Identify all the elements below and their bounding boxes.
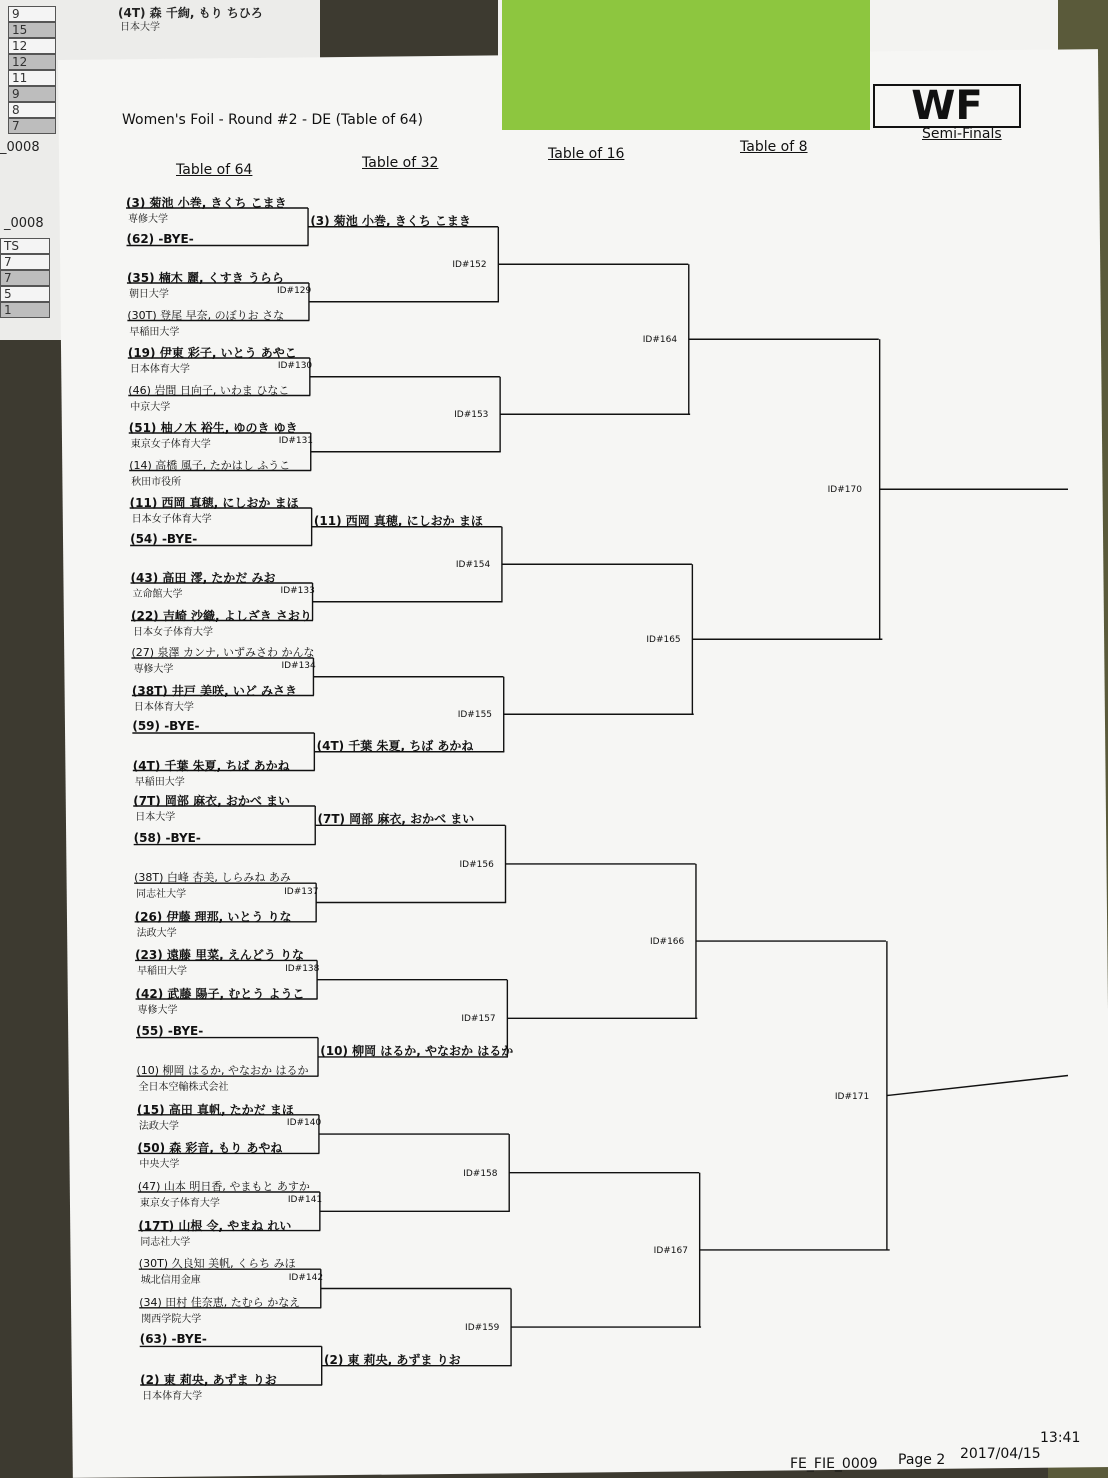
entry-club: 専修大学 bbox=[137, 1005, 178, 1016]
col-table-32: Table of 32 bbox=[362, 155, 439, 171]
entry-name: (27) 泉澤 カンナ, いずみさわ かんな bbox=[131, 646, 315, 659]
entry-name: (58) -BYE- bbox=[133, 830, 201, 845]
match-id: ID#133 bbox=[280, 585, 315, 596]
entry-name: (17T) 山根 令, やまね れい bbox=[138, 1218, 292, 1233]
entry-name: (63) -BYE- bbox=[139, 1332, 207, 1347]
entry-club: 早稲田大学 bbox=[137, 966, 188, 978]
semi-finals-label: Semi-Finals bbox=[922, 126, 1002, 142]
back-row: 8 bbox=[8, 102, 56, 118]
back-ts-row: 7 bbox=[0, 254, 50, 270]
advanced-name: (10) 柳岡 はるか, やなおか はるか bbox=[320, 1043, 514, 1058]
entry-club: 専修大学 bbox=[128, 214, 169, 225]
entry-name: (4T) 千葉 朱夏, ちば あかね bbox=[132, 758, 290, 773]
entry-club: 全日本空輸株式会社 bbox=[138, 1082, 229, 1094]
entry-club: 日本女子体育大学 bbox=[131, 514, 212, 525]
back-row: 11 bbox=[8, 70, 56, 86]
entry-club: 東京女子体育大学 bbox=[130, 439, 211, 450]
entry-name: (59) -BYE- bbox=[132, 719, 200, 733]
entry-name: (10) 柳岡 はるか, やなおか はるか bbox=[136, 1064, 309, 1078]
footer-code: FE_FIE_0009 bbox=[790, 1456, 878, 1472]
entry-club: 日本女子体育大学 bbox=[132, 626, 213, 638]
entry-name: (38T) 白峰 杏美, しらみね あみ bbox=[134, 871, 291, 885]
entry-club: 日本体育大学 bbox=[133, 701, 194, 713]
entry-club: 城北信用金庫 bbox=[140, 1275, 201, 1287]
advanced-name: (2) 東 莉央, あずま りお bbox=[323, 1352, 461, 1367]
back-ts-header: TS bbox=[0, 238, 50, 254]
entry-club: 早稲田大学 bbox=[129, 326, 180, 338]
entry-name: (26) 伊藤 理那, いとう りな bbox=[134, 909, 292, 924]
advanced-name: (4T) 千葉 朱夏, ちば あかね bbox=[316, 738, 474, 753]
entry-club: 日本体育大学 bbox=[142, 1391, 203, 1402]
entry-club: 中央大学 bbox=[139, 1159, 180, 1171]
entry-club: 秋田市役所 bbox=[131, 476, 182, 488]
entry-name: (30T) 久良知 美帆, くらち みほ bbox=[138, 1257, 296, 1271]
entry-club: 同志社大学 bbox=[136, 889, 187, 901]
col-table-64: Table of 64 bbox=[176, 162, 253, 178]
entry-club: 日本大学 bbox=[135, 812, 176, 823]
entry-name: (62) -BYE- bbox=[126, 231, 194, 246]
match-id: ID#141 bbox=[287, 1195, 323, 1206]
entry-name: (43) 高田 澪, たかだ みお bbox=[130, 571, 276, 585]
entry-name: (23) 遠藤 里菜, えんどう りな bbox=[135, 948, 305, 963]
back-row: 7 bbox=[8, 118, 56, 134]
back-row: 12 bbox=[8, 54, 56, 70]
match-id: ID#142 bbox=[288, 1272, 324, 1283]
match-id: ID#155 bbox=[457, 710, 493, 721]
entry-club: 早稲田大学 bbox=[134, 776, 185, 788]
entry-name: (22) 吉崎 沙織, よしざき さおり bbox=[130, 608, 312, 623]
match-id: ID#138 bbox=[285, 963, 320, 974]
back-row: 9 bbox=[8, 86, 56, 102]
match-id: ID#171 bbox=[834, 1091, 870, 1102]
entry-name: (42) 武藤 陽子, むとう ようこ bbox=[135, 987, 305, 1001]
entry-name: (11) 西岡 真穂, にしおか まほ bbox=[129, 496, 299, 510]
match-id: ID#134 bbox=[281, 660, 316, 671]
back-row: 9 bbox=[8, 6, 56, 22]
match-id: ID#170 bbox=[827, 485, 862, 496]
entry-club: 関西学院大学 bbox=[141, 1313, 202, 1325]
entry-club: 東京女子体育大学 bbox=[139, 1198, 220, 1209]
advanced-name: (7T) 岡部 麻衣, おかべ まい bbox=[317, 812, 475, 827]
back-ts-row: 5 bbox=[0, 286, 50, 302]
back-top-club: 日本大学 bbox=[120, 22, 160, 33]
match-id: ID#156 bbox=[459, 859, 494, 870]
entry-name: (19) 伊東 彩子, いとう あやこ bbox=[127, 346, 297, 360]
entry-name: (54) -BYE- bbox=[130, 531, 198, 546]
footer-date: 2017/04/15 bbox=[960, 1446, 1041, 1462]
back-ts-row: 7 bbox=[0, 270, 50, 286]
col-table-8: Table of 8 bbox=[740, 139, 808, 155]
entry-name: (46) 岩間 日向子, いわま ひなこ bbox=[128, 383, 290, 397]
match-id: ID#167 bbox=[653, 1245, 688, 1256]
entry-name: (51) 柚ノ木 裕生, ゆのき ゆき bbox=[128, 421, 298, 435]
entry-club: 同志社大学 bbox=[140, 1236, 191, 1248]
match-id: ID#153 bbox=[454, 410, 489, 421]
entry-name: (7T) 岡部 麻衣, おかべ まい bbox=[133, 794, 290, 808]
entry-club: 中京大学 bbox=[130, 401, 171, 413]
wf-label: WF bbox=[873, 84, 1021, 128]
entry-name: (15) 高田 真帆, たかだ まほ bbox=[136, 1102, 294, 1117]
entry-name: (30T) 登尾 早奈, のぼりお さな bbox=[127, 308, 285, 322]
entry-name: (38T) 井戸 美咲, いど みさき bbox=[131, 683, 298, 698]
bracket-line bbox=[887, 1076, 1068, 1096]
match-id: ID#154 bbox=[455, 560, 491, 571]
entry-club: 専修大学 bbox=[133, 664, 174, 675]
entry-name: (2) 東 莉央, あずま りお bbox=[140, 1373, 277, 1387]
entry-name: (35) 楠木 麗, くすき うらら bbox=[126, 271, 284, 285]
back-code-1: _0008 bbox=[0, 140, 40, 155]
match-id: ID#152 bbox=[452, 260, 487, 271]
match-id: ID#159 bbox=[465, 1323, 500, 1334]
back-code-2: _0008 bbox=[4, 216, 44, 231]
footer-page: Page 2 bbox=[898, 1452, 946, 1468]
match-id: ID#140 bbox=[286, 1118, 322, 1129]
footer-time: 13:41 bbox=[1040, 1430, 1081, 1446]
entry-name: (47) 山本 明日香, やまもと あすか bbox=[137, 1180, 310, 1193]
entry-club: 立命館大学 bbox=[132, 589, 183, 600]
entry-club: 朝日大学 bbox=[128, 289, 169, 300]
advanced-name: (11) 西岡 真穂, にしおか まほ bbox=[313, 513, 483, 528]
match-id: ID#131 bbox=[278, 435, 314, 446]
back-row: 15 bbox=[8, 22, 56, 38]
entry-name: (34) 田村 佳奈恵, たむら かなえ bbox=[139, 1295, 301, 1309]
entry-name: (55) -BYE- bbox=[136, 1023, 204, 1038]
entry-name: (3) 菊池 小巻, きくち こまき bbox=[126, 196, 287, 210]
match-id: ID#129 bbox=[276, 285, 312, 296]
back-row: 12 bbox=[8, 38, 56, 54]
match-id: ID#166 bbox=[649, 937, 685, 948]
back-top-name: (4T) 森 千絢, もり ちひろ bbox=[118, 6, 263, 20]
advanced-name: (3) 菊池 小巻, きくち こまき bbox=[310, 213, 471, 228]
bracket-title: Women's Foil - Round #2 - DE (Table of 64) bbox=[122, 112, 423, 128]
entry-name: (50) 森 彩音, もり あやね bbox=[137, 1141, 283, 1156]
match-id: ID#158 bbox=[463, 1168, 498, 1179]
match-id: ID#157 bbox=[461, 1014, 496, 1025]
match-id: ID#164 bbox=[642, 335, 678, 346]
match-id: ID#137 bbox=[284, 886, 319, 897]
back-ts-row: 1 bbox=[0, 302, 50, 318]
match-id: ID#130 bbox=[277, 360, 313, 371]
col-table-16: Table of 16 bbox=[548, 146, 625, 162]
entry-club: 法政大学 bbox=[136, 927, 177, 939]
entry-club: 日本体育大学 bbox=[129, 364, 190, 375]
match-id: ID#165 bbox=[646, 635, 681, 646]
entry-name: (14) 高橋 風子, たかはし ふうこ bbox=[129, 458, 291, 472]
entry-club: 法政大学 bbox=[138, 1120, 179, 1132]
